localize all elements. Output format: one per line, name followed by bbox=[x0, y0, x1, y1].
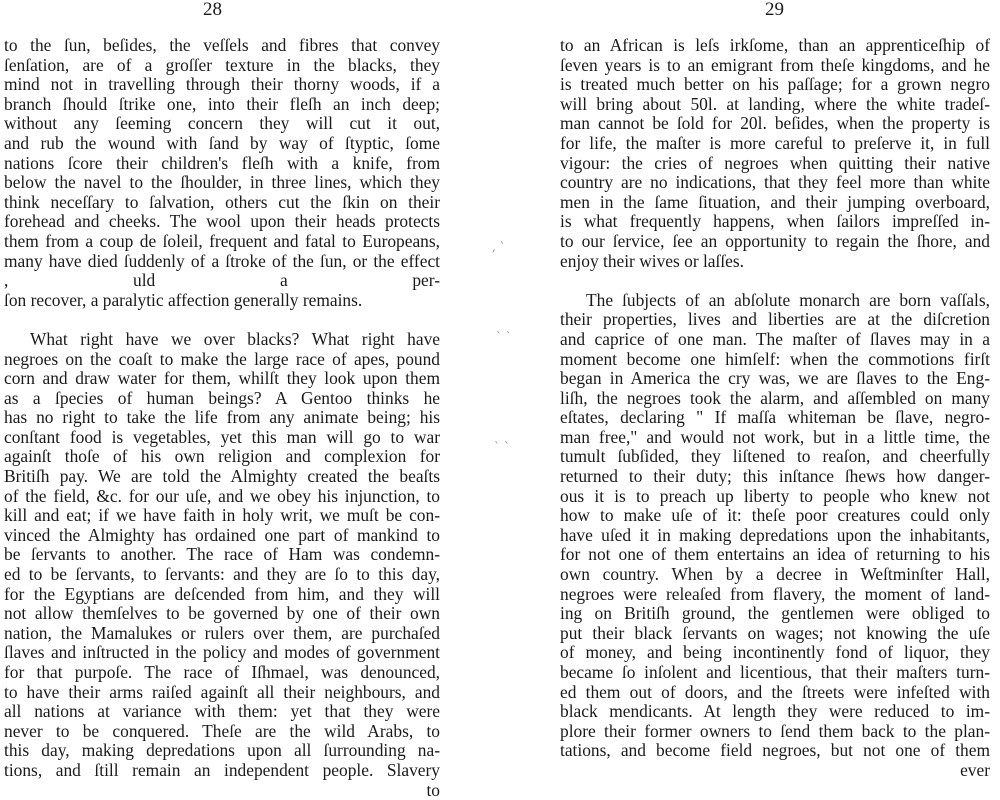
text-line: ſeven years is to an emigrant from theſe kingdoms, and he bbox=[560, 54, 990, 75]
text-line: without any ſeeming concern they will cut it out, bbox=[4, 113, 440, 134]
text-line: all nations at variance with them: yet that they were bbox=[4, 701, 440, 722]
text-line: never to be conquered. Theſe are the wild Arabs, to bbox=[4, 720, 440, 741]
text-line: men in the ſame ſituation, and their jumping overboard, bbox=[560, 191, 990, 212]
text-line: for life, the maſter is more careful to preſerve it, in full bbox=[560, 132, 990, 153]
text-line: corn and draw water for them, whilſt they look upon them bbox=[4, 368, 440, 389]
text-line: ſlaves and inſtructed in the policy and modes of government bbox=[4, 642, 440, 663]
text-line: to our ſervice, ſee an opportunity to regain the ſhore, and bbox=[560, 230, 990, 251]
text-line: eſtates, declaring " If maſſa whiteman be ſlave, negro- bbox=[560, 407, 990, 428]
text-line: Britiſh pay. We are told the Almighty created the beaſts bbox=[4, 466, 440, 487]
text-line: black mendicants. At length they were reduced to im- bbox=[560, 701, 990, 722]
text-line: for the Egyptians are deſcended from him, and they will bbox=[4, 583, 440, 604]
text-line: ous it is to preach up liberty to people who knew not bbox=[560, 485, 990, 506]
text-line: put their black ſervants on wages; not knowing the uſe bbox=[560, 622, 990, 643]
text-line: how to make uſe of it: theſe poor creatures could only bbox=[560, 505, 990, 526]
text-line: negroes were releaſed from flavery, the moment of land- bbox=[560, 583, 990, 604]
text-line: conſtant food is vegetables, yet this man will go to war bbox=[4, 426, 440, 447]
left-page-text bbox=[4, 36, 440, 800]
right-page-text bbox=[560, 36, 990, 781]
text-line: tations, and become field negroes, but not one of them bbox=[560, 740, 990, 761]
text-line: man cannot be ſold for 20l. beſides, when the property is bbox=[560, 113, 990, 134]
text-line: is treated much better on his paſſage; for a grown negro bbox=[560, 74, 990, 95]
text-line: kill and eat; if we have faith in holy writ, we muſt be con- bbox=[4, 505, 440, 526]
text-line: vinced the Almighty has ordained one part of mankind to bbox=[4, 524, 440, 545]
text-line: have uſed it in making depredations upon the inhabitants, bbox=[560, 524, 990, 545]
text-line: ſenſation, are of a groſſer texture in the blacks, they bbox=[4, 54, 440, 75]
text-line: is what frequently happens, when ſailors impreſſed in- bbox=[560, 211, 990, 232]
text-line: this day, making depredations upon all ſurrounding na- bbox=[4, 740, 440, 761]
text-line: man free," and would not work, but in a little time, the bbox=[560, 426, 990, 447]
text-line: as a ſpecies of human beings? A Gentoo thinks he bbox=[4, 387, 440, 408]
text-line: vigour: the cries of negroes when quitting their native bbox=[560, 152, 990, 173]
text-line: negroes on the coaſt to make the large race of apes, pound bbox=[4, 348, 440, 369]
text-line: country are no indications, that they feel more than white bbox=[560, 172, 990, 193]
left-page-number: 28 bbox=[203, 0, 222, 20]
text-line: plore their former owners to ſend them back to the plan- bbox=[560, 720, 990, 741]
text-line: liſh, the negroes took the alarm, and aſſembled on many bbox=[560, 387, 990, 408]
text-line: own country. When by a decree in Weſtminſter Hall, bbox=[560, 564, 990, 585]
text-line: mind not in travelling through their thorny woods, if a bbox=[4, 74, 440, 95]
text-line: forehead and cheeks. The wool upon their heads protects bbox=[4, 211, 440, 232]
text-line: think neceſſary to ſalvation, others cut the ſkin on their bbox=[4, 191, 440, 212]
text-line: tions, and ſtill remain an independent people. Slavery bbox=[4, 759, 440, 780]
text-line: ed them out of doors, and the ſtreets were infeſted with bbox=[560, 681, 990, 702]
text-line: to the ſun, beſides, the veſſels and fibres that convey bbox=[4, 35, 440, 55]
text-line: ſon recover, a paralytic affection generally remains. bbox=[4, 289, 363, 310]
text-line: , uld a per- bbox=[4, 270, 440, 291]
text-line: ing on Britiſh ground, the gentlemen were obliged to bbox=[560, 603, 990, 624]
text-line: and caprice of one man. The maſter of ſlaves may in a bbox=[560, 328, 990, 349]
text-line: to have their arms raiſed againſt all their neighbours, and bbox=[4, 681, 440, 702]
text-line: will bring about 50l. at landing, where the white tradeſ- bbox=[560, 93, 990, 114]
text-line: has no right to take the life from any animate being; his bbox=[4, 407, 440, 428]
text-line: of the field, &c. for our uſe, and we obey his injunction, to bbox=[4, 485, 440, 506]
text-line: nations ſcore their children's fleſh with a knife, from bbox=[4, 152, 440, 173]
text-line: enjoy their wives or laſſes. bbox=[560, 250, 745, 271]
text-line: them from a coup de ſoleil, frequent and fatal to Europeans, bbox=[4, 230, 440, 251]
text-line: The ſubjects of an abſolute monarch are born vaſſals, bbox=[586, 289, 990, 310]
text-line: to an African is leſs irkſome, than an apprenticeſhip of bbox=[560, 35, 990, 55]
text-line: not allow themſelves to be governed by one of their own bbox=[4, 603, 440, 624]
text-line: againſt thoſe of his own religion and complexion for bbox=[4, 446, 440, 467]
text-line: tumult ſubſided, they liſtened to reaſon, and cheerfully bbox=[560, 446, 990, 467]
text-line: returned to their duty; this inſtance ſhews how danger- bbox=[560, 466, 990, 487]
text-line: nation, the Mamalukes or rulers over them, are purchaſed bbox=[4, 622, 440, 643]
text-line: many have died ſuddenly of a ſtroke of the ſun, or the effect bbox=[4, 250, 440, 271]
text-line: and rub the wound with ſand by way of ſtyptic, ſome bbox=[4, 132, 440, 153]
text-line: became ſo inſolent and licentious, that their maſters turn- bbox=[560, 662, 990, 682]
text-line: branch ſhould ſtrike one, into their fleſh an inch deep; bbox=[4, 93, 440, 114]
catchword: ever bbox=[960, 759, 990, 780]
paragraph-break bbox=[4, 310, 440, 330]
text-line: be ſervants to another. The race of Ham was condemn- bbox=[4, 544, 440, 565]
gutter-marks: , ` ` ` ` ` bbox=[492, 240, 512, 454]
text-line: their properties, lives and liberties are at the diſcretion bbox=[560, 309, 990, 330]
text-line: What right have we over blacks? What right have bbox=[30, 328, 440, 349]
text-line: moment become one himſelf: when the commotions firſt bbox=[560, 348, 990, 369]
text-line: for that purpoſe. The race of Iſhmael, was denounced, bbox=[4, 662, 440, 682]
text-line: of money, and being incontinently fond of liquor, they bbox=[560, 642, 990, 663]
text-line: began in America the cry was, we are ſlaves to the Eng- bbox=[560, 368, 990, 389]
text-line: below the navel to the ſhoulder, in three lines, which they bbox=[4, 172, 440, 193]
text-line: for not one of them entertains an idea of returning to his bbox=[560, 544, 990, 565]
right-page-number: 29 bbox=[765, 0, 784, 20]
paragraph-break bbox=[560, 271, 990, 291]
catchword: to bbox=[426, 779, 440, 800]
text-line: ed to be ſervants, to ſervants: and they are ſo to this day, bbox=[4, 564, 440, 585]
